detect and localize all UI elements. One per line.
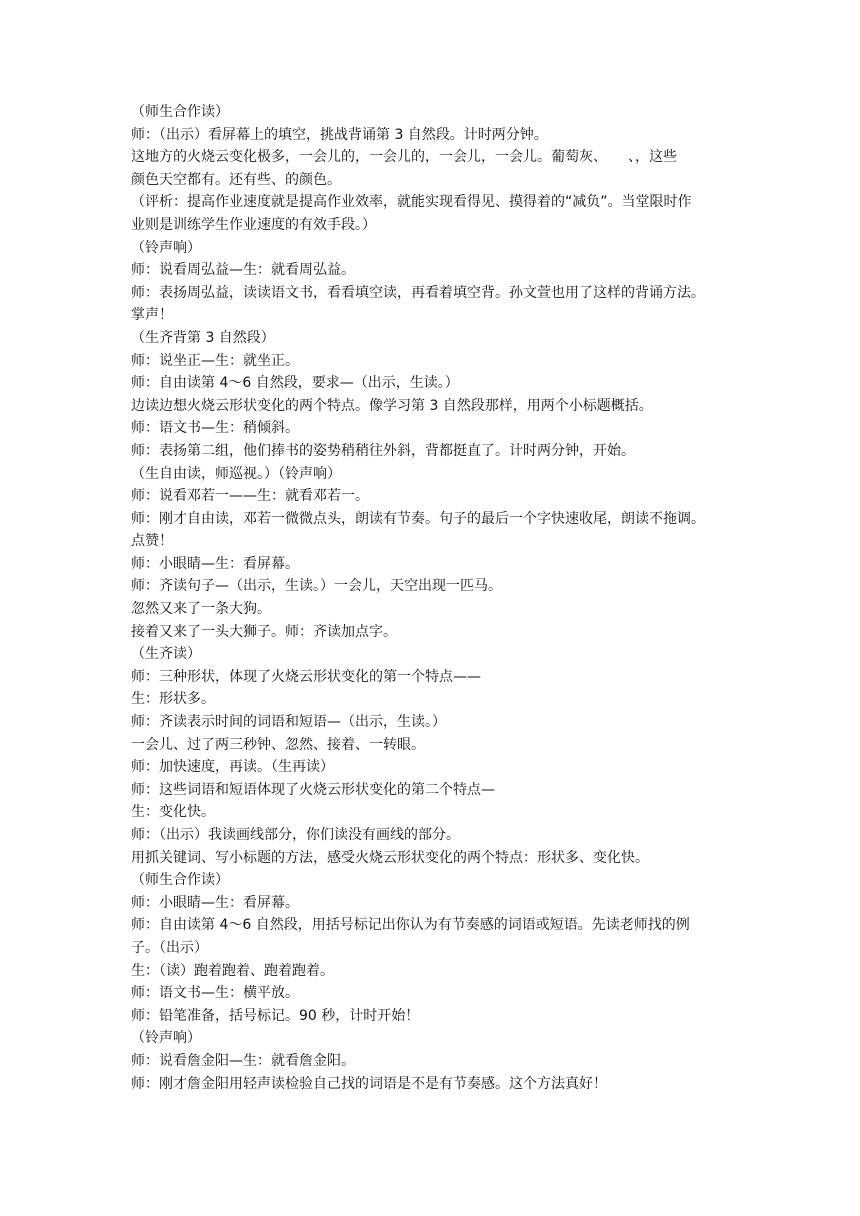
text-line: 颜色天空都有。还有些、的颜色。 bbox=[131, 171, 341, 188]
text-line: 师：齐读句子—（出示，生读。）一会儿，天空出现一匹马。 bbox=[131, 578, 502, 595]
text-line: 师：自由读第 4～6 自然段，要求—（出示，生读。） bbox=[131, 375, 459, 392]
text-line: 这地方的火烧云变化极多，一会儿的，一会儿的，一会儿，一会儿。葡萄灰、 、，这些 bbox=[131, 149, 677, 166]
text-line: （生齐背第 3 自然段） bbox=[131, 329, 275, 346]
text-line: 师：说看周弘益—生：就看周弘益。 bbox=[131, 262, 355, 279]
text-line: 师：小眼睛—生：看屏幕。 bbox=[131, 894, 299, 911]
text-line: 用抓关键词、写小标题的方法，感受火烧云形状变化的两个特点：形状多、变化快。 bbox=[131, 849, 649, 866]
text-line: （生齐读） bbox=[131, 646, 201, 663]
text-line: 边读边想火烧云形状变化的两个特点。像学习第 3 自然段那样，用两个小标题概括。 bbox=[131, 397, 653, 414]
text-line: 师：表扬第二组，他们捧书的姿势稍稍往外斜，背都挺直了。计时两分钟，开始。 bbox=[131, 442, 635, 459]
text-line: （师生合作读） bbox=[131, 872, 229, 889]
text-line: （铃声响） bbox=[131, 1030, 201, 1047]
text-line: （铃声响） bbox=[131, 239, 201, 256]
text-line: 师：刚才詹金阳用轻声读检验自己找的词语是不是有节奏感。这个方法真好！ bbox=[131, 1075, 607, 1092]
text-line: 生：变化快。 bbox=[131, 804, 215, 821]
text-line: 师：语文书—生：稍倾斜。 bbox=[131, 420, 299, 437]
text-line: （生自由读，师巡视。）（铃声响） bbox=[131, 465, 341, 482]
text-line: 师：说看詹金阳—生：就看詹金阳。 bbox=[131, 1052, 355, 1069]
text-line: 师：齐读表示时间的词语和短语—（出示，生读。） bbox=[131, 714, 446, 731]
text-line: 忽然又来了一条大狗。 bbox=[131, 601, 271, 618]
text-line: 师：铅笔准备，括号标记。90 秒，计时开始！ bbox=[131, 1007, 420, 1024]
text-line: 一会儿、过了两三秒钟、忽然、接着、一转眼。 bbox=[131, 736, 425, 753]
text-line: 师：刚才自由读，邓若一微微点头，朗读有节奏。句子的最后一个字快速收尾，朗读不拖调。 bbox=[131, 510, 705, 527]
text-line: 子。（出示） bbox=[131, 939, 208, 956]
text-line: 师：语文书—生：横平放。 bbox=[131, 985, 299, 1002]
text-line: 师：说看邓若一——生：就看邓若一。 bbox=[131, 488, 369, 505]
text-line: 掌声！ bbox=[131, 307, 173, 324]
text-line: （师生合作读） bbox=[131, 104, 229, 120]
text-line: 师：（出示）看屏幕上的填空，挑战背诵第 3 自然段。计时两分钟。 bbox=[131, 126, 548, 143]
text-line: 师：（出示）我读画线部分，你们读没有画线的部分。 bbox=[131, 827, 460, 843]
text-line: 师：说坐正—生：就坐正。 bbox=[131, 352, 299, 369]
text-line: 接着又来了一头大狮子。师：齐读加点字。 bbox=[131, 623, 397, 640]
document-body bbox=[131, 101, 731, 1095]
text-line: 师：表扬周弘益，读读语文书，看看填空读，再看着填空背。孙文萱也用了这样的背诵方法。 bbox=[131, 284, 705, 301]
text-line: （评析：提高作业速度就是提高作业效率，就能实现看得见、摸得着的“减负”。当堂限时作 bbox=[131, 194, 692, 211]
text-line: 师：小眼睛—生：看屏幕。 bbox=[131, 555, 299, 572]
text-line: 师：加快速度，再读。（生再读） bbox=[131, 759, 334, 776]
text-line: 业则是训练学生作业速度的有效手段。） bbox=[131, 216, 376, 233]
text-line: 师：这些词语和短语体现了火烧云形状变化的第二个特点— bbox=[131, 781, 495, 798]
text-line: 师：三种形状，体现了火烧云形状变化的第一个特点—— bbox=[131, 668, 481, 685]
text-line: 生：（读）跑着跑着、跑着跑着。 bbox=[131, 962, 334, 979]
text-line: 师：自由读第 4～6 自然段，用括号标记出你认为有节奏感的词语或短语。先读老师找的例 bbox=[131, 917, 690, 934]
text-line: 生：形状多。 bbox=[131, 691, 215, 708]
text-line: 点赞！ bbox=[131, 533, 173, 550]
